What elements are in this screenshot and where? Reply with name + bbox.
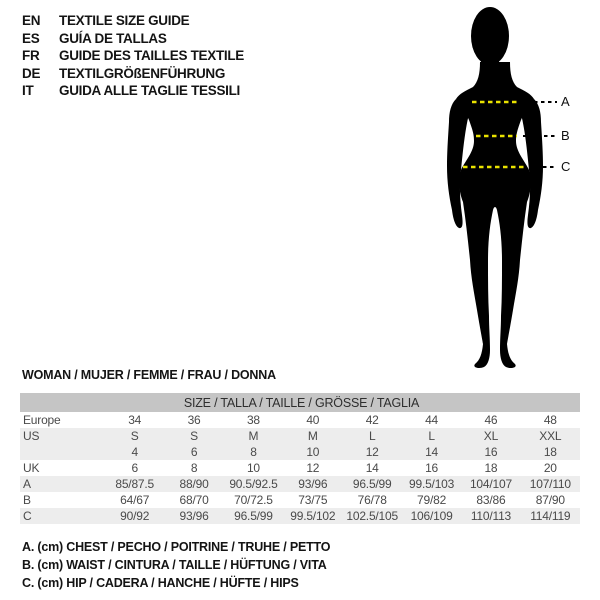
size-cell: 114/119 <box>521 508 580 524</box>
size-cell: 70/72.5 <box>234 493 273 507</box>
size-cell: 6 <box>131 461 138 475</box>
size-cell: 36 <box>187 413 201 427</box>
size-cell: 18 <box>521 444 580 460</box>
lang-code: IT <box>22 83 34 99</box>
size-cell: 96.5/99 <box>224 508 283 524</box>
size-table <box>20 393 580 524</box>
size-cell: 16 <box>461 444 520 460</box>
size-cell: 90.5/92.5 <box>224 476 283 492</box>
size-cell: 104/107 <box>461 476 520 492</box>
size-cell: 44 <box>425 413 439 427</box>
row-label: UK <box>23 461 40 475</box>
lang-row-it <box>22 82 244 100</box>
size-cell: 8 <box>190 461 198 475</box>
measure-label-b: B <box>561 128 571 143</box>
lang-code: FR <box>22 48 40 64</box>
table-row <box>20 508 580 524</box>
lang-row-es <box>22 30 244 48</box>
size-cell: 10 <box>283 444 342 460</box>
lang-title: TEXTILE SIZE GUIDE <box>59 13 190 29</box>
lang-code: ES <box>22 30 40 46</box>
size-cell: 87/90 <box>535 493 565 507</box>
size-cell: 110/113 <box>461 508 520 524</box>
size-cell: 42 <box>365 413 379 427</box>
size-cell: 16 <box>425 461 439 475</box>
size-cell: 83/86 <box>476 493 506 507</box>
row-label: Europe <box>23 413 61 427</box>
measure-label-a: A <box>561 94 571 109</box>
size-cell: 6 <box>164 444 223 460</box>
size-cell: 90/92 <box>105 508 164 524</box>
lang-title: GUIDE DES TAILLES TEXTILE <box>59 48 245 64</box>
size-cell: 12 <box>306 461 320 475</box>
size-cell: 14 <box>402 444 461 460</box>
size-cell: 73/75 <box>298 493 328 507</box>
lang-code: EN <box>22 13 41 29</box>
size-cell: 93/96 <box>283 476 342 492</box>
size-cell: 106/109 <box>402 508 461 524</box>
size-cell: L <box>402 428 461 444</box>
row-label: B <box>23 493 31 507</box>
size-cell: 107/110 <box>521 476 580 492</box>
lang-row-en <box>22 12 244 30</box>
size-cell: 40 <box>306 413 320 427</box>
size-cell: 14 <box>365 461 379 475</box>
size-table-body <box>20 393 580 524</box>
size-cell: 12 <box>343 444 402 460</box>
size-cell: M <box>224 428 283 444</box>
size-cell: 102.5/105 <box>343 508 402 524</box>
woman-silhouette-icon <box>430 0 600 372</box>
lang-title: TEXTILGRÖßENFÜHRUNG <box>59 65 226 81</box>
lang-title: GUÍA DE TALLAS <box>59 30 167 46</box>
size-cell: 99.5/102 <box>283 508 342 524</box>
size-table-header-row <box>20 393 580 412</box>
size-cell: 79/82 <box>417 493 447 507</box>
lang-title: GUIDA ALLE TAGLIE TESSILI <box>59 83 240 99</box>
size-cell: 88/90 <box>164 476 223 492</box>
table-row <box>20 412 580 428</box>
row-label <box>20 444 105 460</box>
legend-hip: C. (cm) HIP / CADERA / HANCHE / HÜFTE / HIPS <box>22 576 299 590</box>
row-label: US <box>20 428 105 444</box>
size-cell: 18 <box>484 461 498 475</box>
size-cell: 64/67 <box>120 493 150 507</box>
row-label: C <box>20 508 105 524</box>
size-table-header: SIZE / TALLA / TAILLE / GRÖSSE / TAGLIA <box>20 393 580 412</box>
table-row <box>20 444 580 460</box>
row-label: A <box>20 476 105 492</box>
size-cell: S <box>164 428 223 444</box>
size-cell: 93/96 <box>164 508 223 524</box>
size-cell: XXL <box>521 428 580 444</box>
language-title-block <box>22 12 244 100</box>
measurement-legend <box>22 540 330 594</box>
measure-label-c: C <box>561 159 571 174</box>
body-measurement-figure <box>430 0 600 372</box>
lang-code: DE <box>22 65 41 81</box>
size-cell: S <box>105 428 164 444</box>
size-table-container <box>20 393 580 524</box>
table-row <box>20 428 580 444</box>
size-cell: XL <box>461 428 520 444</box>
size-cell: M <box>283 428 342 444</box>
legend-waist: B. (cm) WAIST / CINTURA / TAILLE / HÜFTUNG / VITA <box>22 558 327 572</box>
lang-row-de <box>22 65 244 83</box>
size-cell: 68/70 <box>179 493 209 507</box>
size-cell: 85/87.5 <box>105 476 164 492</box>
table-row <box>20 476 580 492</box>
lang-row-fr <box>22 47 244 65</box>
size-cell: 8 <box>224 444 283 460</box>
size-cell: 76/78 <box>357 493 387 507</box>
gender-title: WOMAN / MUJER / FEMME / FRAU / DONNA <box>22 368 276 382</box>
legend-chest: A. (cm) CHEST / PECHO / POITRINE / TRUHE / PETTO <box>22 540 331 554</box>
size-cell: 34 <box>128 413 142 427</box>
size-cell: 99.5/103 <box>402 476 461 492</box>
size-cell: 96.5/99 <box>343 476 402 492</box>
size-cell: 4 <box>105 444 164 460</box>
size-cell: L <box>343 428 402 444</box>
size-cell: 20 <box>543 461 557 475</box>
size-cell: 48 <box>543 413 557 427</box>
table-row <box>20 460 580 476</box>
size-cell: 38 <box>246 413 260 427</box>
table-row <box>20 492 580 508</box>
size-cell: 10 <box>246 461 260 475</box>
size-cell: 46 <box>484 413 498 427</box>
